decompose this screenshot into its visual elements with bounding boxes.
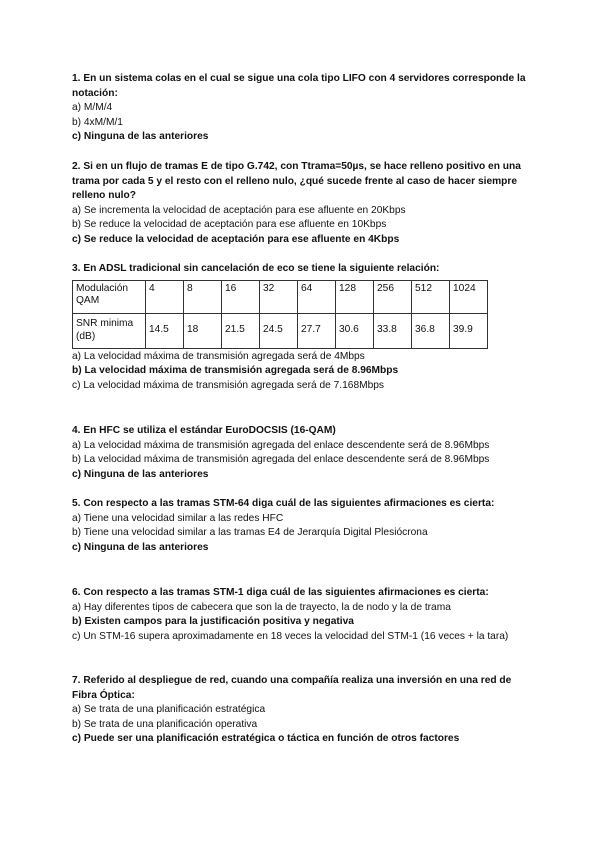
option-c: c) Ninguna de las anteriores (72, 541, 209, 553)
option-c: c) Ninguna de las anteriores (72, 131, 209, 142)
option-a: a) La velocidad máxima de transmisión agregada del enlace descendente será de 8.96Mbps (72, 439, 490, 451)
question-7 (72, 674, 532, 747)
table-cell: 32 (260, 280, 298, 313)
question-text: 1. En un sistema colas en el cual se sigue una cola tipo LIFO con 4 servidores corresponde la notación: (72, 73, 526, 99)
question-text: 4. En HFC se utiliza el estándar EuroDOCSIS (16-QAM) (72, 425, 336, 436)
table-cell: 39.9 (450, 313, 488, 348)
table-cell: 512 (412, 280, 450, 313)
table-cell: 4 (146, 280, 184, 313)
option-b: b) Tiene una velocidad similar a las tramas E4 de Jerarquía Digital Plesiócrona (72, 527, 428, 538)
question-text: 2. Si en un flujo de tramas E de tipo G.742, con Ttrama=50µs, se hace relleno positivo en una trama por cada 5 y el resto con el relleno nulo, ¿qué sucede frente al caso de hacer siempre relleno nulo? (72, 161, 521, 201)
question-3 (72, 262, 532, 393)
table-cell: 33.8 (374, 313, 412, 348)
table-cell: 21.5 (222, 313, 260, 348)
table-cell: 27.7 (298, 313, 336, 348)
table-cell: 1024 (450, 280, 488, 313)
option-b: b) Se reduce la velocidad de aceptación para ese afluente en 10Kbps (72, 219, 387, 230)
option-c: c) La velocidad máxima de transmisión agregada será de 7.168Mbps (72, 379, 385, 391)
snr-table (72, 280, 488, 349)
option-a: a) Hay diferentes tipos de cabecera que son la de trayecto, la de nodo y la de trama (72, 601, 451, 613)
table-cell: 64 (298, 280, 336, 313)
question-1 (72, 72, 532, 145)
table-cell: 256 (374, 280, 412, 313)
table-cell: 30.6 (336, 313, 374, 348)
option-c: c) Se reduce la velocidad de aceptación para ese afluente en 4Kbps (72, 233, 400, 245)
table-cell: 14.5 (146, 313, 184, 348)
question-text: 7. Referido al despliegue de red, cuando una compañía realiza una inversión en una red de Fibra Óptica: (72, 675, 512, 701)
option-b: b) 4xM/M/1 (72, 116, 123, 128)
table-cell: 8 (184, 280, 222, 313)
table-row (73, 280, 488, 313)
question-6 (72, 586, 532, 644)
table-cell: 128 (336, 280, 374, 313)
option-b: b) La velocidad máxima de transmisión agregada del enlace descendente será de 8.96Mbps (72, 454, 490, 465)
option-c: c) Ninguna de las anteriores (72, 468, 209, 480)
option-a: a) Tiene una velocidad similar a las redes HFC (72, 512, 284, 524)
option-a: a) La velocidad máxima de transmisión agregada será de 4Mbps (72, 350, 365, 362)
table-cell: 24.5 (260, 313, 298, 348)
option-b: b) Existen campos para la justificación positiva y negativa (72, 616, 354, 627)
question-4 (72, 424, 532, 482)
option-a: a) Se incrementa la velocidad de aceptación para ese afluente en 20Kbps (72, 204, 406, 216)
question-5 (72, 497, 532, 555)
table-cell: Modulación QAM (73, 280, 146, 313)
option-b: b) Se trata de una planificación operativa (72, 718, 258, 730)
option-a: a) M/M/4 (72, 102, 113, 113)
question-text: 6. Con respecto a las tramas STM-1 diga cuál de las siguientes afirmaciones es cierta: (72, 587, 489, 598)
table-cell: SNR minima (dB) (73, 313, 146, 348)
question-text: 3. En ADSL tradicional sin cancelación de eco se tiene la siguiente relación: (72, 263, 440, 274)
table-cell: 18 (184, 313, 222, 348)
question-text: 5. Con respecto a las tramas STM-64 diga cuál de las siguientes afirmaciones es cierta: (72, 498, 495, 509)
option-c: c) Un STM-16 supera aproximadamente en 18 veces la velocidad del STM-1 (16 veces + la tara) (72, 630, 509, 642)
table-row (73, 313, 488, 348)
option-b: b) La velocidad máxima de transmisión agregada será de 8.96Mbps (72, 365, 399, 376)
table-cell: 16 (222, 280, 260, 313)
question-2 (72, 160, 532, 247)
option-c: c) Puede ser una planificación estratégica o táctica en función de otros factores (72, 733, 460, 744)
option-a: a) Se trata de una planificación estratégica (72, 704, 266, 715)
table-cell: 36.8 (412, 313, 450, 348)
